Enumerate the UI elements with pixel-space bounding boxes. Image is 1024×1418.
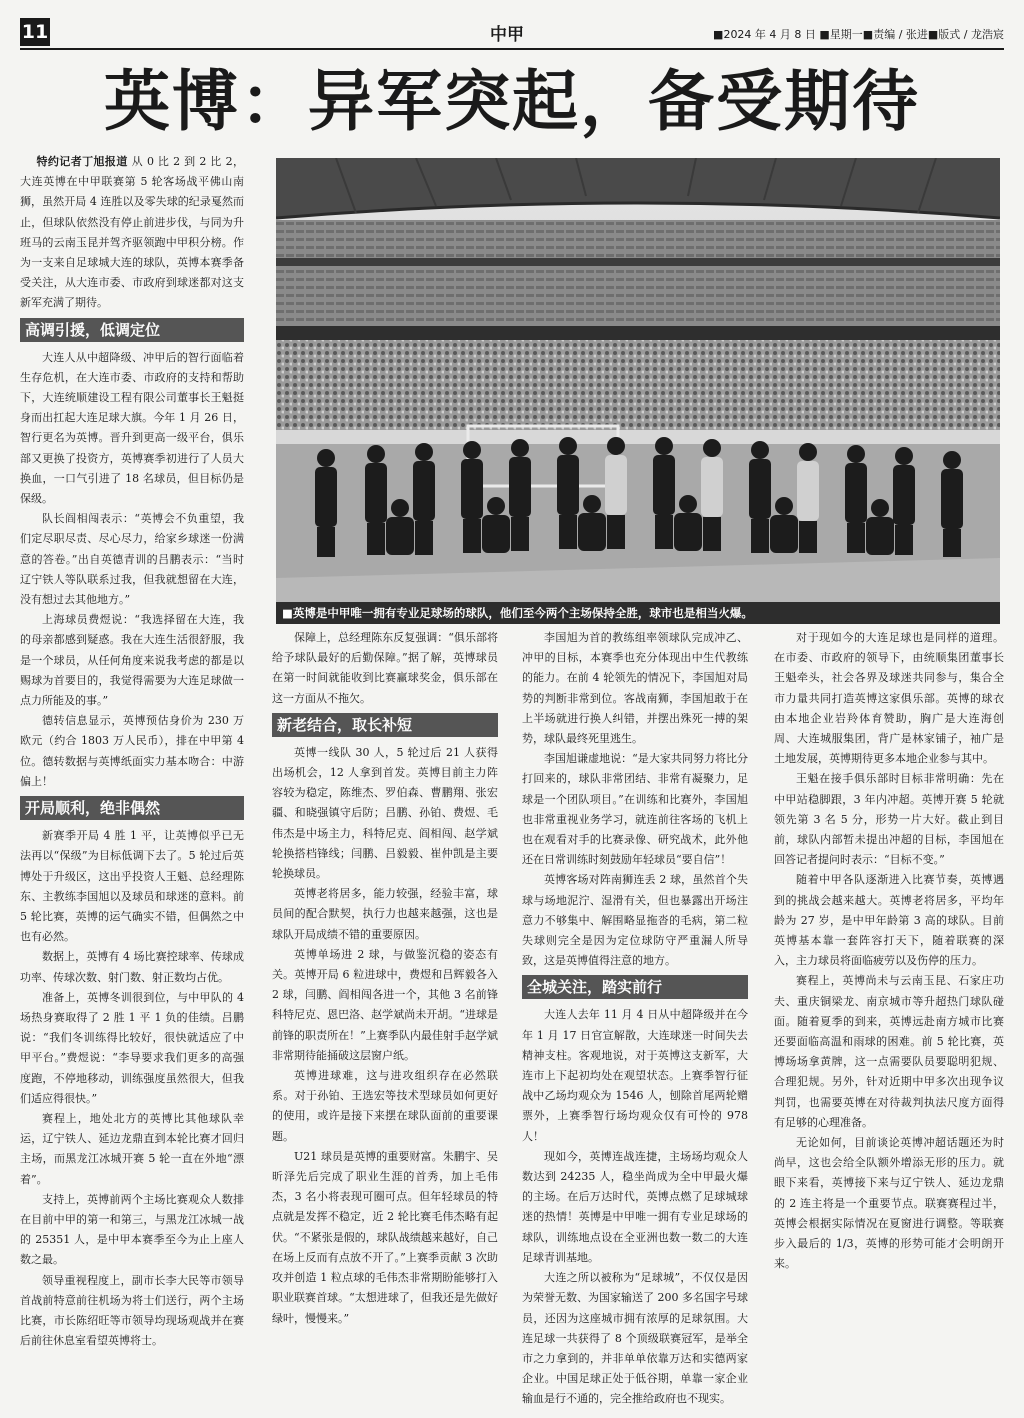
body-paragraph: 大连之所以被称为“足球城”，不仅仅是因为荣誉无数、为国家输送了 200 多名国字号球员，还因为这座城市拥有浓厚的足球氛围。大连足球一共获得了 8 个顶级联赛冠军，是举全市之力拿到的，并非单单依靠万达和实德两家企业。中国足球正处于低谷期，单靠一家企业输血是行不通的，完全推给政府也不现实。 <box>522 1271 748 1406</box>
body-paragraph: 英博进球难，这与进攻组织存在必然联系。对于孙铂、王选宏等技术型球员如何更好的使用，或许是接下来摆在球队面前的重要课题。 <box>272 1069 498 1143</box>
column-2 <box>272 628 498 1329</box>
body-paragraph: 对于现如今的大连足球也是同样的道理。在市委、市政府的领导下，由统顺集团董事长王魁牵头，社会各界及球迷共同参与，集合全市力量共同打造英博这家俱乐部。英博的球衣由本地企业岩羚体育赞助，胸广是大连海创周、大连城服集团，背广是林家铺子，袖广是土地发展，英博期待更多本地企业参与其中。 <box>774 631 1004 766</box>
body-paragraph: U21 球员是英博的重要财富。朱鹏宇、吴昕泽先后完成了职业生涯的首秀，加上毛伟杰，3 名小将表现可圈可点。但年轻球员的特点就是发挥不稳定，近 2 轮比赛毛伟杰略有起伏。“不紧张是假的，球队战绩越来越好，自己在场上反而有点放不开了。”上赛季贡献 3 次助攻并创造 1 粒点球的毛伟杰非常期盼能够打入职业联赛首球。“太想进球了，但我还是先做好绿叶，慢慢来。” <box>272 1149 498 1325</box>
body-paragraph: 领导重视程度上，副市长李大民等市领导首战前特意前往机场为将士们送行，两个主场比赛，市长陈绍旺等市领导均现场观战并在赛后前往休息室看望英博将士。 <box>20 1273 244 1348</box>
body-paragraph: 数据上，英博有 4 场比赛控球率、传球成功率、传球次数、射门数、射正数均占优。 <box>20 950 244 984</box>
headline: 英博：异军突起，备受期待 <box>104 63 920 140</box>
team-photo <box>276 158 1000 624</box>
body-paragraph: 大连人从中超降级、冲甲后的智行面临着生存危机，在大连市委、市政府的支持和帮助下，大连统顺建设工程有限公司董事长王魁挺身而出扛起大连足球大旗。今年 1 月 26 日，智行更名为英博。晋升到更高一级平台，俱乐部又更换了投资方，英博赛季初进行了人员大换血，一口气引进了 18 名球员，但目标仍是保级。 <box>20 350 244 506</box>
body-paragraph: 英博单场进 2 球，与做鉴沉稳的姿态有关。英博开局 6 粒进球中，费煜和吕辉毅各入 2 球，闫鹏、阎相闯各进一个，其他 3 名前锋科特尼克、恩巴洛、赵学斌尚未开胡。“进球是前锋的职责所在！”上赛季队内最佳射手赵学斌非常期待能捅破这层窗户纸。 <box>272 947 498 1062</box>
body-paragraph: 现如今，英博连战连捷，主场场均观众人数达到 24235 人，稳坐尚成为全中甲最火爆的主场。在后万达时代，英博点燃了足球城球迷的热情！英博是中甲唯一拥有专业足球场的球队，训练地点设在全亚洲也数一数二的大连足球青训基地。 <box>522 1149 748 1264</box>
page-header <box>20 18 1004 48</box>
body-paragraph: 赛程上，英博尚未与云南玉昆、石家庄功夫、重庆铜梁龙、南京城市等升超热门球队碰面。随着夏季的到来，英博远赴南方城市比赛还要面临高温和雨球的困难。前 5 轮比赛，英博场场拿黄牌，这一点需要队员要聪明犯规、合理犯规。另外，针对近期中甲多次出现争议判罚，也需要英博在对待裁判执法尺度方面得有足够的心理准备。 <box>774 974 1004 1129</box>
body-paragraph: 随着中甲各队逐渐进入比赛节奏，英博遇到的挑战会越来越大。英博老将居多，平均年龄为 27 岁，是中甲年龄第 3 高的球队。目前英博基本靠一套阵容打天下，随着联赛的深入，主力球员将面临疲劳以及伤停的压力。 <box>774 873 1004 968</box>
body-paragraph: 队长阎相闯表示：“英博会不负重望，我们定尽职尽责、尽心尽力，给家乡球迷一份满意的答卷。”出自英德青训的吕鹏表示：“当时辽宁铁人等队联系过我，但我就想留在大连，没有想过去其他地方。” <box>20 512 244 607</box>
header-rule <box>20 48 1004 50</box>
body-paragraph: 准备上，英博冬训很到位，与中甲队的 4 场热身赛取得了 2 胜 1 平 1 负的佳绩。吕鹏说：“我们冬训练得比较好，很快就适应了中甲平台。”费煜说：“李导要求我们更多的高强度跑，不停地移动，训练强度虽然很大，但我们适应得很快。” <box>20 990 244 1105</box>
body-paragraph: 英博老将居多，能力较强，经验丰富，球员间的配合默契，执行力也越来越强，这也是球队开局成绩不错的重要原因。 <box>272 887 498 941</box>
stadium-photo-illustration <box>276 158 1000 624</box>
body-paragraph: 英博客场对阵南狮连丢 2 球，虽然首个失球与场地泥泞、湿滑有关，但也暴露出开场注意力不够集中、解围略显拖沓的毛病，第二粒失球则完全是因为定位球防守严重漏人所导致，这是英博值得注意的地方。 <box>522 873 748 968</box>
section-name: 中甲 <box>490 25 524 45</box>
column-4 <box>774 628 1004 1275</box>
body-paragraph: 大连人去年 11 月 4 日从中超降级并在今年 1 月 17 日官宣解散，大连球迷一时间失去精神支柱。客观地说，对于英博这支新军，大连市上下起初均处在观望状态。上赛季智行征战中乙场均观众为 1546 人，刨除首尾两轮赠票外，上赛季智行场均观众仅有可怜的 978 人！ <box>522 1008 748 1143</box>
intro-paragraph <box>20 152 244 314</box>
body-paragraph: 上海球员费煜说：“我选择留在大连，我的母亲都感到疑惑。我在大连生活很舒服，我是一个球员，从任何角度来说我考虑的都是以赐球为首要目的，我觉得需要为大连足球做一点力所能及的事。” <box>20 613 244 708</box>
body-paragraph: 英博一线队 30 人，5 轮过后 21 人获得出场机会，12 人拿到首发。英博目前主力阵容较为稳定，陈维杰、罗伯森、曹鹏翔、张宏疆、和晓强镇守后防；吕鹏、孙铂、费煜、毛伟杰是中场主力，科特尼克、阎相闯、赵学斌轮换搭档锋线；闫鹏、吕毅毅、崔仲凯是主要轮换球员。 <box>272 745 498 881</box>
subheading-2: 开局顺利，绝非偶然 <box>20 796 244 820</box>
subheading-3: 新老结合，取长补短 <box>272 713 498 737</box>
issue-meta: ■2024 年 4 月 8 日 ■星期一■责编 / 张进■版式 / 龙浩宸 <box>713 28 1004 41</box>
page-number: 11 <box>20 18 50 46</box>
body-paragraph: 无论如何，目前谈论英博冲超话题还为时尚早，这也会给全队额外增添无形的压力。就眼下来看，英博接下来与辽宁铁人、延边龙鼎的 2 连主将是一个重要节点。联赛赛程过半，英博会根据实际情况在夏窗进行调整。等联赛步入最后的 1/3，英博的形势可能才会明朗开来。 <box>774 1136 1004 1271</box>
body-paragraph: 保障上，总经理陈东反复强调：“俱乐部将给予球队最好的后勤保障。”据了解，英博球员在第一时间就能收到比赛赢球奖金，俱乐部在这一方面从不拖欠。 <box>272 631 498 705</box>
intro-text: 从 0 比 2 到 2 比 2，大连英博在中甲联赛第 5 轮客场战平佛山南狮，虽然开局 4 连胜以及零失球的纪录戛然而止，但球队依然没有停止前进步伐，与同为升班马的云南玉昆并驾齐驱领跑中甲积分榜。作为一支来自足球城大连的球队，英博本赛季备受关注，从大连市委、市政府到球迷都对这支新军充满了期待。 <box>20 155 244 310</box>
body-paragraph: 新赛季开局 4 胜 1 平，让英博似乎已无法再以“保级”为目标低调下去了。5 轮过后英博处于升级区，这出乎投资人王魁、总经理陈东、主教练李国旭以及球员和球迷的意料。前 5 轮比赛，英博的运气确实不错，但偶然之中也有必然。 <box>20 829 244 944</box>
subheading-1: 高调引援，低调定位 <box>20 318 244 342</box>
body-paragraph: 李国旭为首的教练组率领球队完成冲乙、冲甲的目标，本赛季也充分体现出中生代教练的能力。在前 4 轮领先的情况下，李国旭对局势的判断非常到位。客战南狮，李国旭敢于在上半场就进行换人纠错，并摆出殊死一搏的架势，球队最终死里逃生。 <box>522 631 748 746</box>
body-paragraph: 赛程上，地处北方的英博比其他球队幸运，辽宁铁人、延边龙鼎直到本轮比赛才回归主场，而黑龙江冰城开赛 5 轮一直在外地“漂着”。 <box>20 1111 244 1186</box>
subheading-4: 全城关注，踏实前行 <box>522 975 748 999</box>
byline: 特约记者丁旭报道 <box>36 155 128 168</box>
body-paragraph: 德转信息显示，英博预估身价为 230 万欧元（约合 1803 万人民币），排在中甲第 4 位。德转数据与英博纸面实力基本吻合：中游偏上！ <box>20 714 244 788</box>
column-3 <box>522 628 748 1410</box>
body-paragraph: 支持上，英博前两个主场比赛观众人数排在目前中甲的第一和第三，与黑龙江冰城一战的 25351 人，是中甲本赛季至今为止上座人数之最。 <box>20 1192 244 1267</box>
body-paragraph: 李国旭谦虚地说：“是大家共同努力将比分打回来的，球队非常团结、非常有凝聚力，足球是一个团队项目。”在训练和比赛外，李国旭也非常重视业务学习，就连前往客场的飞机上也在观看对手的比赛录像、研究战术，此外他还在日常训练时刻鼓励年轻球员“要自信”！ <box>522 752 748 867</box>
photo-caption: ■英博是中甲唯一拥有专业足球场的球队，他们至今两个主场保持全胜，球市也是相当火爆。 <box>276 602 1000 624</box>
column-1 <box>20 152 244 1351</box>
body-paragraph: 王魁在接手俱乐部时目标非常明确：先在中甲站稳脚跟，3 年内冲超。英博开赛 5 轮就领先第 3 名 5 分，形势一片大好。截止到目前，球队内部暂未提出冲超的目标，李国旭在回答记者提问时表示：“目标不变。” <box>774 772 1004 867</box>
